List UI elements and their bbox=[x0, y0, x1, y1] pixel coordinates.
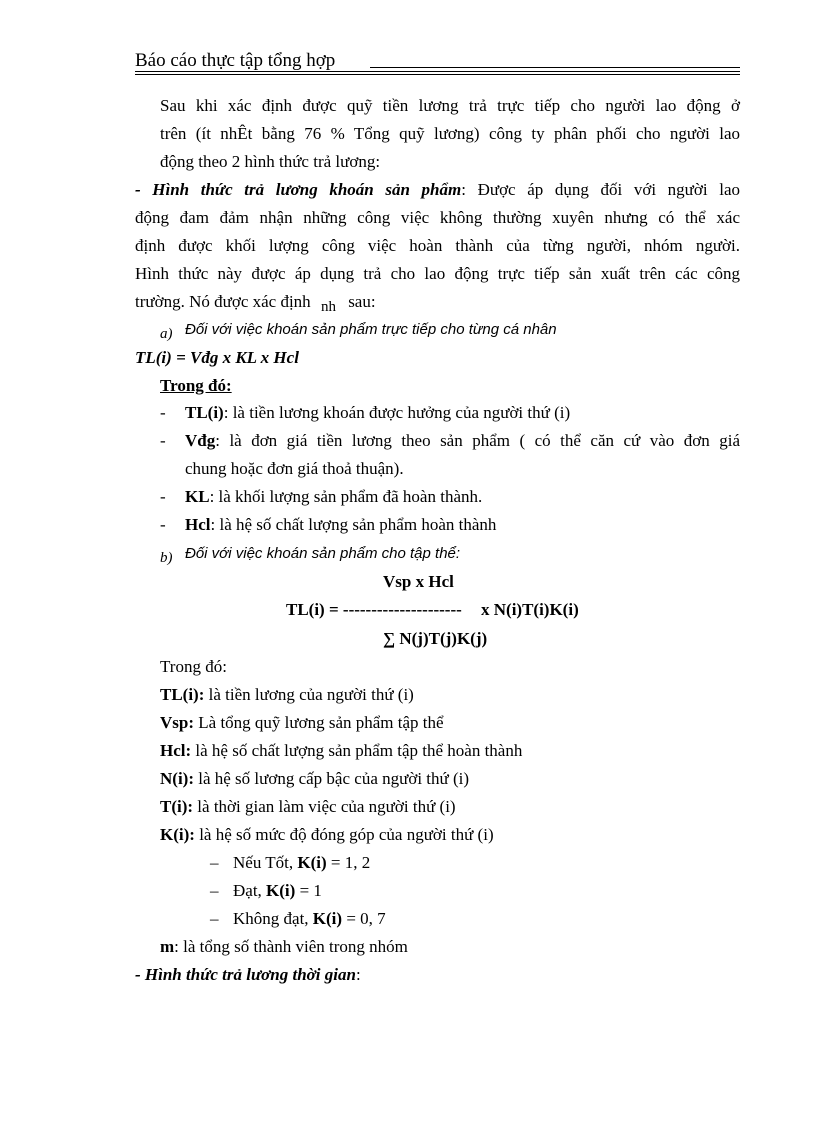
trong-do-a-label: Trong đó: bbox=[160, 376, 232, 395]
formula-b-lhs: TL(i) = --------------------- bbox=[286, 600, 462, 619]
formula-b-rhs: x N(i)T(i)K(i) bbox=[481, 600, 579, 619]
def-b-term: Hcl: bbox=[160, 741, 192, 760]
def-a-bullet: - bbox=[160, 403, 166, 422]
k-level-dash: – bbox=[210, 909, 219, 928]
def-a-bullet: - bbox=[160, 431, 166, 450]
def-a-item bbox=[185, 403, 570, 423]
khoan-line-1-rest: : Được áp dụng đối với người lao bbox=[461, 180, 740, 199]
def-b-text: là hệ số lương cấp bậc của người thứ (i) bbox=[193, 769, 470, 788]
def-b-text: là hệ số mức độ đóng góp của người thứ (i) bbox=[194, 825, 494, 844]
item-a-text: Đối với việc khoán sản phẩm trực tiếp cho từng cá nhân bbox=[185, 321, 557, 338]
def-b-item bbox=[160, 797, 456, 817]
def-a-item bbox=[185, 487, 482, 507]
def-b-text: Là tổng quỹ lương sản phẩm tập thể bbox=[194, 713, 444, 732]
khoan-line-5-nh: nh bbox=[320, 299, 336, 315]
def-b-term: TL(i): bbox=[160, 685, 205, 704]
khoan-line: Hình thức này được áp dụng trả cho lao động trực tiếp sản xuất trên các công bbox=[135, 264, 740, 283]
k-level-post: = 1 bbox=[295, 881, 322, 900]
def-b-term: N(i): bbox=[160, 769, 194, 788]
formula-b-denominator: ∑ N(j)T(j)K(j) bbox=[383, 629, 488, 648]
def-b-item bbox=[160, 741, 522, 761]
def-b-text: là thời gian làm việc của người thứ (i) bbox=[193, 797, 456, 816]
k-level-pre: Không đạt, bbox=[233, 909, 313, 928]
def-a-term: Vđg bbox=[185, 431, 216, 450]
def-b-term: Vsp: bbox=[160, 713, 195, 732]
khoan-heading: - Hình thức trả lương khoán sản phẩm bbox=[135, 180, 462, 199]
khoan-line: định được khối lượng công việc hoàn thành của từng người, nhóm người. bbox=[135, 236, 740, 255]
header-rule bbox=[135, 71, 740, 72]
header-rule bbox=[370, 67, 740, 68]
def-a-item bbox=[185, 431, 740, 451]
def-a-text: : là hệ số chất lượng sản phẩm hoàn thành bbox=[210, 515, 497, 534]
formula-b-numerator: Vsp x Hcl bbox=[383, 572, 454, 591]
def-b-item bbox=[160, 685, 414, 705]
k-level-post: = 0, 7 bbox=[342, 909, 386, 928]
def-b-item bbox=[160, 825, 494, 845]
def-b-item bbox=[160, 769, 469, 789]
k-level-term: K(i) bbox=[297, 853, 327, 872]
trong-do-a bbox=[160, 376, 232, 396]
item-a-label: a) bbox=[160, 326, 173, 342]
def-b-text: là hệ số chất lượng sản phẩm tập thể hoàn thành bbox=[191, 741, 523, 760]
k-level-post: = 1, 2 bbox=[326, 853, 371, 872]
k-level-item bbox=[233, 881, 322, 901]
thoigian-heading-text: - Hình thức trả lương thời gian bbox=[135, 965, 356, 984]
def-a-text: : là khối lượng sản phẩm đã hoàn thành. bbox=[209, 487, 483, 506]
def-b-text: là tiền lương của người thứ (i) bbox=[204, 685, 414, 704]
thoigian-heading bbox=[135, 965, 361, 985]
def-a-item bbox=[185, 515, 496, 535]
k-level-item bbox=[233, 909, 386, 929]
def-a-text: : là tiền lương khoán được hưởng của người thứ (i) bbox=[223, 403, 571, 422]
intro-line: trên (ít nhÊt bằng 76 % Tổng quỹ lương) công ty phân phối cho người lao bbox=[160, 124, 740, 143]
def-b-term: T(i): bbox=[160, 797, 194, 816]
khoan-line-5a: trường. Nó được xác định bbox=[135, 292, 311, 311]
khoan-line-5b: sau: bbox=[348, 292, 376, 311]
def-a-term: TL(i) bbox=[185, 403, 224, 422]
khoan-line: động đam đảm nhận những công việc không thường xuyên nhưng có thể xác bbox=[135, 208, 740, 227]
item-b-label: b) bbox=[160, 550, 173, 566]
page-header-title: Báo cáo thực tập tổng hợp bbox=[135, 50, 336, 71]
def-b-term: K(i): bbox=[160, 825, 195, 844]
item-b-text: Đối với việc khoán sản phẩm cho tập thể: bbox=[185, 545, 461, 562]
m-def-text: : là tổng số thành viên trong nhóm bbox=[174, 937, 408, 956]
formula-a: TL(i) = Vđg x KL x Hcl bbox=[135, 348, 299, 367]
def-a-term: Hcl bbox=[185, 515, 211, 534]
k-level-pre: Nếu Tốt, bbox=[233, 853, 298, 872]
trong-do-b: Trong đó: bbox=[160, 657, 227, 676]
k-level-pre: Đạt, bbox=[233, 881, 267, 900]
k-level-term: K(i) bbox=[312, 909, 343, 928]
def-b-item bbox=[160, 713, 444, 733]
def-a-bullet: - bbox=[160, 515, 166, 534]
k-level-item bbox=[233, 853, 370, 873]
def-a-term: KL bbox=[185, 487, 210, 506]
thoigian-colon: : bbox=[355, 965, 361, 984]
k-level-term: K(i) bbox=[266, 881, 296, 900]
def-a-bullet: - bbox=[160, 487, 166, 506]
def-a-item: chung hoặc đơn giá thoả thuận). bbox=[185, 459, 404, 478]
k-level-dash: – bbox=[210, 853, 219, 872]
khoan-line-5 bbox=[135, 292, 376, 315]
intro-line: động theo 2 hình thức trả lương: bbox=[160, 152, 381, 171]
def-a-text: : là đơn giá tiền lương theo sản phẩm ( có thể căn cứ vào đơn giá bbox=[215, 431, 740, 450]
intro-line: Sau khi xác định được quỹ tiền lương trả trực tiếp cho người lao động ở bbox=[160, 96, 740, 115]
k-level-dash: – bbox=[210, 881, 219, 900]
m-def bbox=[160, 937, 408, 957]
khoan-line-1 bbox=[135, 180, 740, 200]
header-rule bbox=[135, 74, 740, 75]
m-def-term: m bbox=[160, 937, 175, 956]
